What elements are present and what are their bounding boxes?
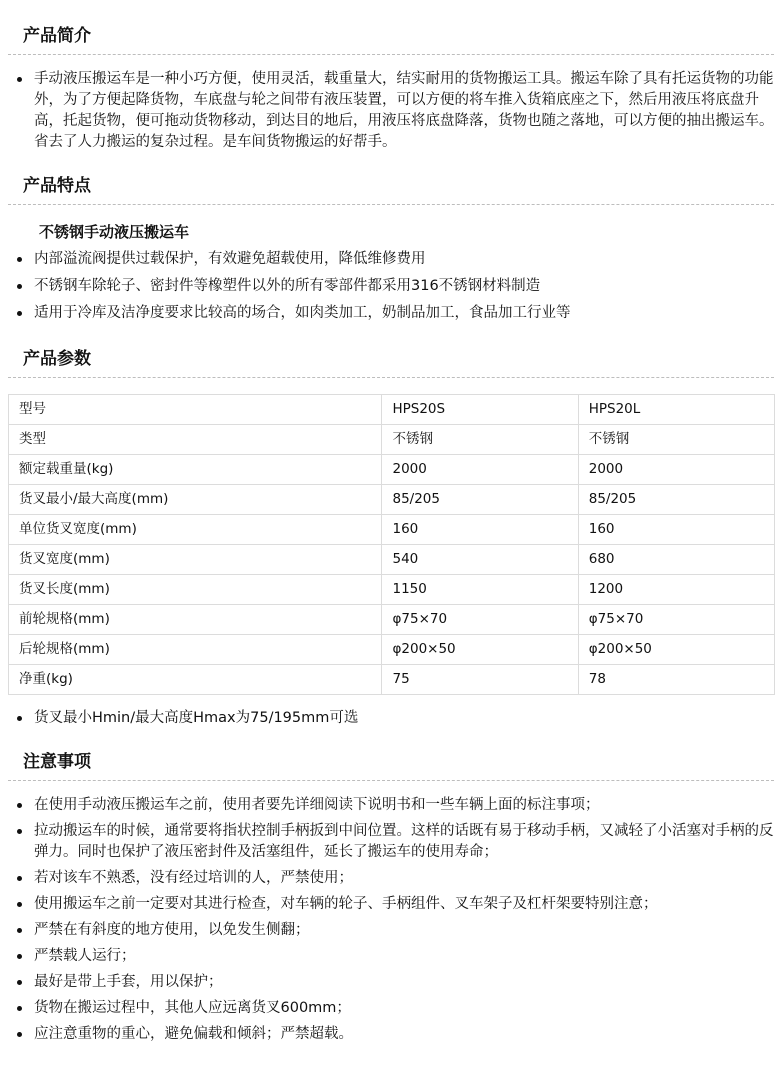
table-row	[9, 545, 775, 575]
table-cell: φ200×50	[578, 635, 774, 665]
cautions-title: 注意事项	[23, 752, 91, 772]
table-cell: 2000	[382, 455, 578, 485]
table-cell: 1150	[382, 575, 578, 605]
bullet-dot-icon	[17, 803, 22, 808]
table-cell: 前轮规格(mm)	[9, 605, 382, 635]
bullet-dot-icon	[17, 876, 22, 881]
list-item	[8, 249, 774, 270]
params-divider	[8, 377, 774, 378]
table-cell: φ75×70	[382, 605, 578, 635]
list-item	[8, 998, 774, 1019]
intro-item-text: 手动液压搬运车是一种小巧方便，使用灵活，载重量大，结实耐用的货物搬运工具。搬运车除了具有托运货物的功能外，为了方便起降货物，车底盘与轮之间带有液压装置，可以方便的将车推入货箱底座之下，然后用液压将底盘升高，托起货物，便可拖动货物移动，到达目的地后，用液压将底盘降落，货物也随之落地，可以方便的抽出搬运车。省去了人力搬运的复杂过程。是车间货物搬运的好帮手。	[34, 71, 774, 150]
list-item	[8, 868, 774, 889]
table-cell: 货叉宽度(mm)	[9, 545, 382, 575]
table-cell: 85/205	[578, 485, 774, 515]
list-item	[8, 920, 774, 941]
table-row	[9, 485, 775, 515]
bullet-dot-icon	[17, 1032, 22, 1037]
table-cell: 货叉长度(mm)	[9, 575, 382, 605]
params-title: 产品参数	[23, 349, 91, 369]
bullet-dot-icon	[17, 829, 22, 834]
list-item	[8, 708, 774, 729]
intro-title: 产品简介	[23, 26, 91, 46]
features-title: 产品特点	[23, 176, 91, 196]
list-item	[8, 276, 774, 297]
feature-item-text: 不锈钢车除轮子、密封件等橡塑件以外的所有零部件都采用316不锈钢材料制造	[34, 278, 541, 294]
bullet-dot-icon	[17, 257, 22, 262]
table-cell: 不锈钢	[382, 425, 578, 455]
params-table	[8, 394, 775, 695]
table-cell: 类型	[9, 425, 382, 455]
bullet-dot-icon	[17, 311, 22, 316]
table-row	[9, 425, 775, 455]
list-item	[8, 821, 774, 863]
caution-item-text: 使用搬运车之前一定要对其进行检查，对车辆的轮子、手柄组件、叉车架子及杠杆架要特别注意；	[34, 896, 658, 912]
table-cell: 160	[578, 515, 774, 545]
cautions-divider	[8, 780, 774, 781]
caution-item-text: 严禁在有斜度的地方使用，以免发生侧翻；	[34, 922, 310, 938]
list-item	[8, 1024, 774, 1045]
caution-item-text: 最好是带上手套，用以保护；	[34, 974, 223, 990]
table-cell: 160	[382, 515, 578, 545]
features-subtitle: 不锈钢手动液压搬运车	[39, 223, 190, 241]
caution-item-text: 拉动搬运车的时候，通常要将指状控制手柄扳到中间位置。这样的话既有易于移动手柄，又减轻了小活塞对手柄的反弹力。同时也保护了液压密封件及活塞组件，延长了搬运车的使用寿命；	[34, 823, 774, 860]
table-cell: 单位货叉宽度(mm)	[9, 515, 382, 545]
bullet-dot-icon	[17, 980, 22, 985]
caution-item-text: 应注意重物的重心，避免偏载和倾斜；严禁超载。	[34, 1026, 353, 1042]
bullet-dot-icon	[17, 716, 22, 721]
list-item	[8, 946, 774, 967]
table-cell: 型号	[9, 395, 382, 425]
table-cell: 75	[382, 665, 578, 695]
table-cell: 540	[382, 545, 578, 575]
table-cell: 不锈钢	[578, 425, 774, 455]
params-note-list	[8, 708, 774, 729]
table-cell: HPS20L	[578, 395, 774, 425]
table-cell: 2000	[578, 455, 774, 485]
table-cell: φ200×50	[382, 635, 578, 665]
table-cell: 1200	[578, 575, 774, 605]
params-section	[8, 324, 774, 729]
table-row	[9, 665, 775, 695]
caution-item-text: 在使用手动液压搬运车之前，使用者要先详细阅读下说明书和一些车辆上面的标注事项；	[34, 797, 600, 813]
bullet-dot-icon	[17, 902, 22, 907]
table-cell: φ75×70	[578, 605, 774, 635]
caution-item-text: 货物在搬运过程中，其他人应远离货叉600mm；	[34, 1000, 351, 1016]
table-row	[9, 455, 775, 485]
cautions-section	[8, 729, 774, 1045]
intro-section	[8, 0, 774, 153]
list-item	[8, 303, 774, 324]
bullet-dot-icon	[17, 1006, 22, 1011]
feature-item-text: 适用于冷库及洁净度要求比较高的场合，如肉类加工，奶制品加工，食品加工行业等	[34, 305, 571, 321]
table-row	[9, 515, 775, 545]
table-row	[9, 635, 775, 665]
table-cell: 净重(kg)	[9, 665, 382, 695]
bullet-dot-icon	[17, 928, 22, 933]
bullet-dot-icon	[17, 284, 22, 289]
intro-divider	[8, 54, 774, 55]
table-cell: 后轮规格(mm)	[9, 635, 382, 665]
list-item	[8, 795, 774, 816]
table-cell: 680	[578, 545, 774, 575]
table-cell: 额定载重量(kg)	[9, 455, 382, 485]
caution-item-text: 若对该车不熟悉，没有经过培训的人，严禁使用；	[34, 870, 353, 886]
table-cell: HPS20S	[382, 395, 578, 425]
list-item	[8, 69, 774, 153]
caution-item-text: 严禁载人运行；	[34, 948, 136, 964]
intro-list	[8, 69, 774, 153]
table-cell: 货叉最小/最大高度(mm)	[9, 485, 382, 515]
bullet-dot-icon	[17, 77, 22, 82]
table-cell: 85/205	[382, 485, 578, 515]
bullet-dot-icon	[17, 954, 22, 959]
feature-item-text: 内部溢流阀提供过载保护，有效避免超载使用，降低维修费用	[34, 251, 426, 267]
params-note-text: 货叉最小Hmin/最大高度Hmax为75/195mm可选	[34, 710, 359, 726]
list-item	[8, 972, 774, 993]
table-cell: 78	[578, 665, 774, 695]
table-row	[9, 395, 775, 425]
features-list	[8, 249, 774, 324]
table-row	[9, 605, 775, 635]
features-divider	[8, 204, 774, 205]
list-item	[8, 894, 774, 915]
features-section	[8, 153, 774, 324]
cautions-list	[8, 795, 774, 1045]
table-row	[9, 575, 775, 605]
